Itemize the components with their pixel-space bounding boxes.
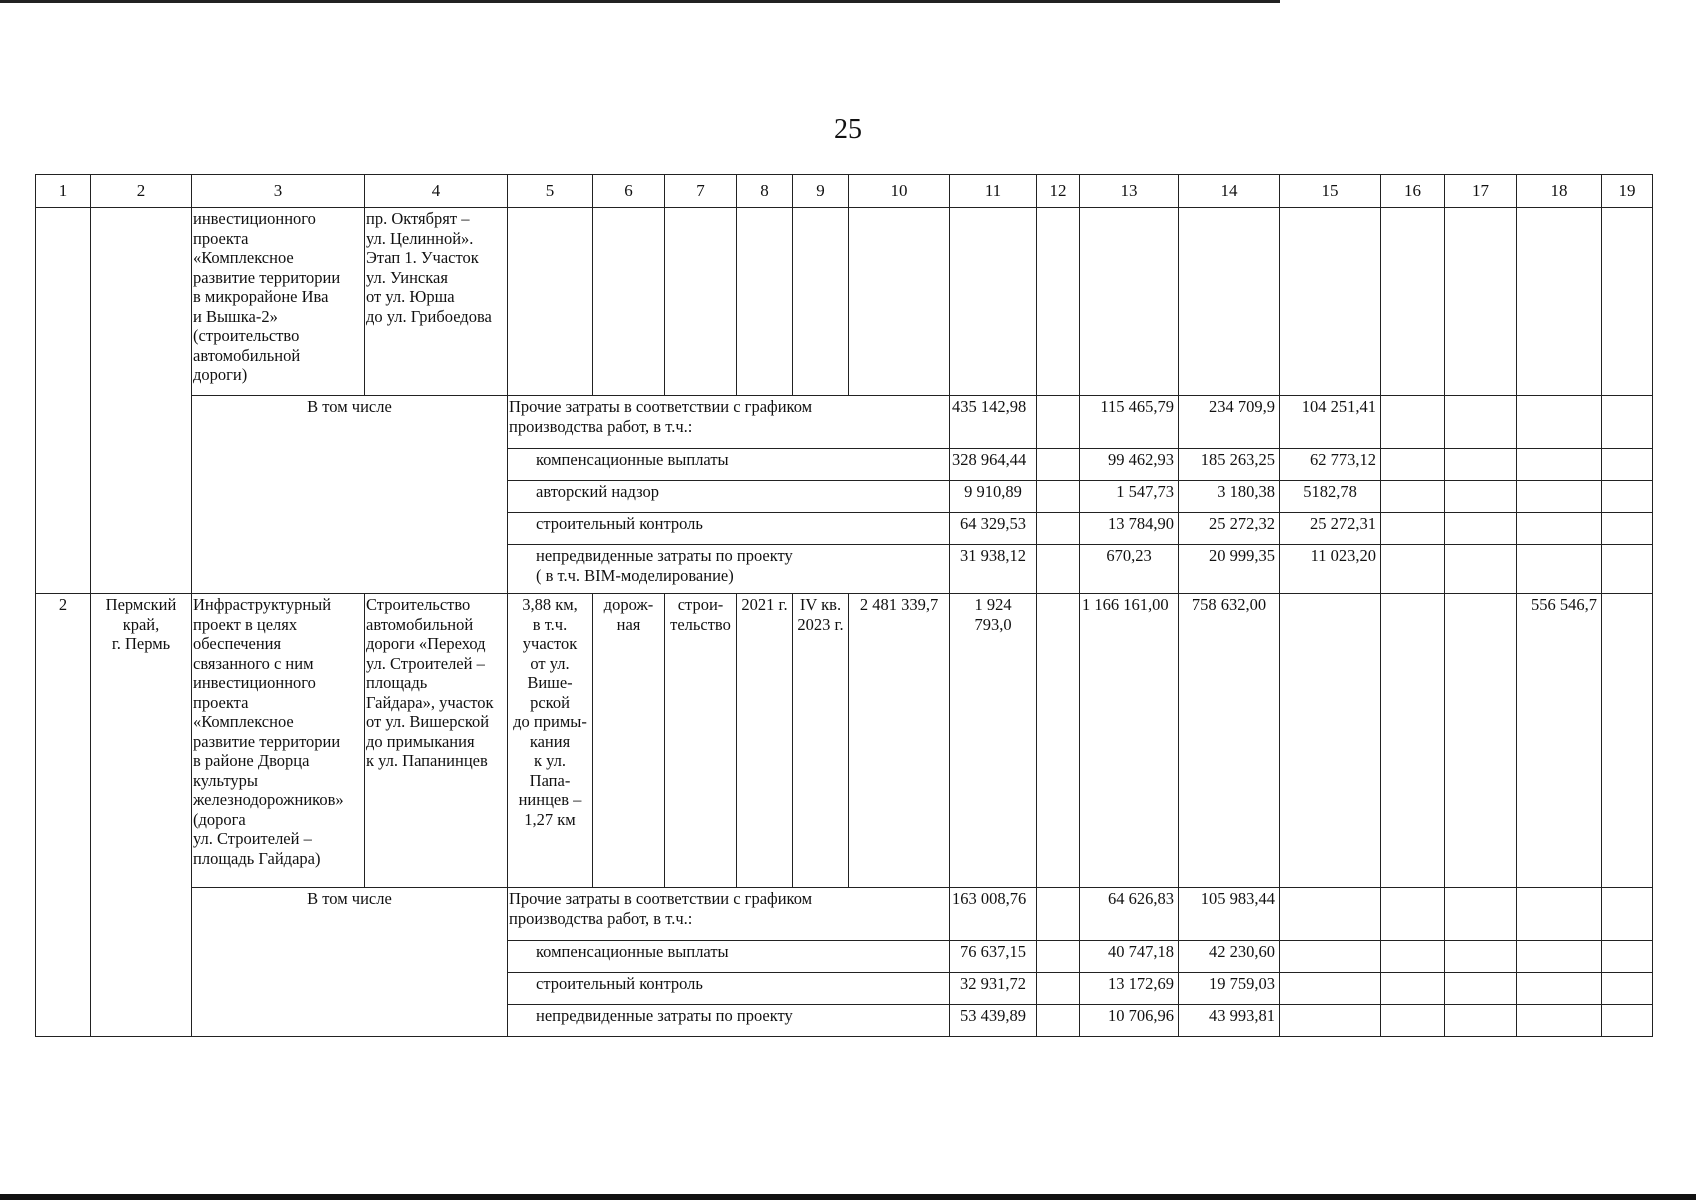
cell-empty: [1445, 1005, 1517, 1037]
cell-empty: [1280, 1005, 1381, 1037]
text-line: культуры: [193, 770, 259, 790]
cost-col14: 234 709,9: [1179, 396, 1280, 449]
cell-empty: [1280, 888, 1381, 941]
col-header: 17: [1445, 175, 1517, 208]
column-number-row: [36, 175, 1653, 208]
text-line: 1 924: [974, 595, 1012, 614]
cell-empty: [1445, 208, 1517, 396]
cell-empty: [1381, 594, 1445, 888]
cell-empty: [1445, 513, 1517, 545]
text-line: дорож-: [603, 595, 654, 614]
text-line: к ул.: [533, 751, 567, 770]
text-line: Этап 1. Участок: [366, 248, 479, 267]
text-line: инвестиционного: [193, 209, 316, 228]
cell-empty: [1381, 513, 1445, 545]
cell-empty: [1037, 973, 1080, 1005]
cost-col14: 185 263,25: [1179, 449, 1280, 481]
cost-col11: 163 008,76: [950, 888, 1037, 941]
cost-col11: 32 931,72: [950, 973, 1037, 1005]
cost-col15: 25 272,31: [1280, 513, 1381, 545]
cost-label: строительный контроль: [508, 973, 950, 1005]
text-line: Прочие затраты в соответствии с графиком: [509, 397, 813, 416]
text-line: Строительство: [366, 595, 471, 614]
cost-row: [36, 396, 1653, 449]
cell-empty: [1602, 396, 1653, 449]
text-line: (дорога: [193, 809, 246, 829]
cost-col13: 64 626,83: [1080, 888, 1179, 941]
text-line: производства работ, в т.ч.:: [509, 908, 693, 928]
page-number: 25: [834, 114, 862, 145]
text-line: «Комплексное: [193, 712, 294, 731]
cost-col15: 5182,78: [1280, 481, 1381, 513]
text-line: проект в целях: [193, 614, 298, 634]
cell-empty: [1445, 941, 1517, 973]
col-header: 9: [793, 175, 849, 208]
cell-empty: [1517, 513, 1602, 545]
project-number: 2: [36, 594, 91, 1037]
cell-empty: [1037, 545, 1080, 594]
object-type: [593, 594, 665, 888]
col-header: 15: [1280, 175, 1381, 208]
cell-empty: [508, 208, 593, 396]
end-period: [793, 594, 849, 888]
text-line: Папа-: [529, 770, 571, 790]
cost-col13: 10 706,96: [1080, 1005, 1179, 1037]
cost-col11: [950, 594, 1037, 888]
cell-empty: [1517, 973, 1602, 1005]
project-row-continued: [36, 208, 1653, 396]
cost-col13: 1 166 161,00: [1080, 594, 1179, 888]
start-year: 2021 г.: [737, 594, 793, 888]
text-line: площадь Гайдара): [193, 848, 321, 868]
cost-col13: 670,23: [1080, 545, 1179, 594]
cell-empty: [1517, 208, 1602, 396]
col-header: 8: [737, 175, 793, 208]
cost-label: авторский надзор: [508, 481, 950, 513]
col-header: 4: [365, 175, 508, 208]
cost-label: [508, 396, 950, 449]
cost-col14: 3 180,38: [1179, 481, 1280, 513]
cell-empty: [1602, 545, 1653, 594]
col-header: 6: [593, 175, 665, 208]
text-line: в т.ч.: [532, 614, 568, 634]
text-line: Пермский: [105, 595, 177, 614]
text-line: 1,27 км: [524, 809, 576, 829]
text-line: проекта: [193, 228, 249, 248]
project-description: [192, 594, 365, 888]
cost-label: строительный контроль: [508, 513, 950, 545]
text-line: ул. Уинская: [366, 267, 448, 287]
text-line: площадь: [366, 673, 428, 692]
text-line: обеспечения: [193, 634, 282, 653]
cost-col13: 40 747,18: [1080, 941, 1179, 973]
cell-empty: [793, 208, 849, 396]
text-line: нинцев –: [518, 790, 582, 809]
text-line: дороги): [193, 365, 248, 384]
cell-empty: [1602, 208, 1653, 396]
cell-empty: [1445, 481, 1517, 513]
cell-empty: [1080, 208, 1179, 396]
scan-edge-top: [0, 0, 1280, 3]
cost-label: [508, 888, 950, 941]
cell-empty: [1037, 208, 1080, 396]
cost-col14: 758 632,00: [1179, 594, 1280, 888]
cell-empty: [1381, 973, 1445, 1005]
cell-empty: [849, 208, 950, 396]
text-line: к ул. Папанинцев: [366, 751, 488, 770]
col-header: 1: [36, 175, 91, 208]
text-line: Прочие затраты в соответствии с графиком: [509, 889, 813, 908]
text-line: автомобильной: [366, 614, 474, 634]
object-description: [365, 208, 508, 396]
cell-empty: [1037, 594, 1080, 888]
cell-empty: [593, 208, 665, 396]
cost-label: непредвиденные затраты по проекту: [508, 1005, 950, 1037]
cost-col14: 19 759,03: [1179, 973, 1280, 1005]
text-line: Гайдара», участок: [366, 692, 494, 712]
cost-col15: 62 773,12: [1280, 449, 1381, 481]
cell-empty: [1037, 941, 1080, 973]
cost-col13: 99 462,93: [1080, 449, 1179, 481]
work-type: [665, 594, 737, 888]
cost-col15: 11 023,20: [1280, 545, 1381, 594]
cell-empty: [1037, 513, 1080, 545]
cell-empty: [1280, 973, 1381, 1005]
text-line: тельство: [670, 614, 731, 634]
cell-empty: [1602, 973, 1653, 1005]
cell-empty: [1517, 481, 1602, 513]
text-line: Инфраструктурный: [193, 595, 332, 614]
text-line: развитие территории: [193, 267, 341, 287]
text-line: до ул. Грибоедова: [366, 306, 492, 326]
budget-table-wrapper: [35, 174, 1652, 1037]
cost-col14: 105 983,44: [1179, 888, 1280, 941]
cell-empty: [1517, 1005, 1602, 1037]
budget-table: [35, 174, 1653, 1037]
cost-row: [36, 888, 1653, 941]
cell-empty: [1037, 481, 1080, 513]
text-line: и Вышка-2»: [193, 306, 278, 326]
cell-empty: [1280, 941, 1381, 973]
text-line: ул. Строителей –: [193, 829, 312, 848]
cell-empty: [1445, 449, 1517, 481]
cell-empty: [1445, 396, 1517, 449]
cost-col14: 42 230,60: [1179, 941, 1280, 973]
text-line: пр. Октябрят –: [366, 209, 470, 228]
cost-label: компенсационные выплаты: [508, 449, 950, 481]
cell-empty: [1381, 1005, 1445, 1037]
project-row: [36, 594, 1653, 888]
cost-col11: 435 142,98: [950, 396, 1037, 449]
text-line: от ул. Вишерской: [366, 712, 490, 731]
cell-empty: [1445, 973, 1517, 1005]
cost-col11: 53 439,89: [950, 1005, 1037, 1037]
cell-empty: [1517, 888, 1602, 941]
text-line: от ул. Юрша: [366, 287, 455, 306]
text-line: инвестиционного: [193, 673, 316, 692]
cell-empty: [1517, 396, 1602, 449]
cost-label: компенсационные выплаты: [508, 941, 950, 973]
object-length: [508, 594, 593, 888]
cell-empty: [950, 208, 1037, 396]
text-line: «Комплексное: [193, 248, 294, 267]
text-line: кания: [529, 731, 571, 751]
cell-empty: [1602, 888, 1653, 941]
cost-col18: 556 546,7: [1517, 594, 1602, 888]
text-line: в микрорайоне Ива: [193, 287, 329, 306]
cost-col14: 25 272,32: [1179, 513, 1280, 545]
text-line: производства работ, в т.ч.:: [509, 416, 693, 436]
scan-edge-bottom: [0, 1194, 1696, 1200]
cell-empty: [1602, 481, 1653, 513]
col-header: 16: [1381, 175, 1445, 208]
cell-empty: [1037, 1005, 1080, 1037]
col-header: 2: [91, 175, 192, 208]
text-line: развитие территории: [193, 731, 341, 751]
project-description: [192, 208, 365, 396]
cost-col13: 13 172,69: [1080, 973, 1179, 1005]
col-header: 3: [192, 175, 365, 208]
cell-empty: [1037, 888, 1080, 941]
col-header: 19: [1602, 175, 1653, 208]
cell-empty: [1517, 941, 1602, 973]
text-line: 2023 г.: [797, 614, 844, 634]
col-header: 7: [665, 175, 737, 208]
text-line: автомобильной: [193, 345, 301, 365]
object-description: [365, 594, 508, 888]
cell-empty: [1381, 208, 1445, 396]
cost-col13: 13 784,90: [1080, 513, 1179, 545]
cost-label: [508, 545, 950, 594]
text-line: ная: [616, 614, 641, 634]
cost-col11: 64 329,53: [950, 513, 1037, 545]
text-line: непредвиденные затраты по проекту: [536, 546, 793, 565]
text-line: строи-: [677, 595, 724, 614]
col-header: 14: [1179, 175, 1280, 208]
cell-empty: [1602, 513, 1653, 545]
including-label: В том числе: [192, 396, 508, 594]
text-line: дороги «Переход: [366, 634, 486, 653]
including-label: В том числе: [192, 888, 508, 1037]
text-line: проекта: [193, 692, 249, 712]
text-line: (строительство: [193, 326, 300, 345]
col-header: 5: [508, 175, 593, 208]
cost-col13: 115 465,79: [1080, 396, 1179, 449]
cell-empty: [1602, 449, 1653, 481]
cell-empty: [1602, 941, 1653, 973]
text-line: до примыкания: [366, 731, 475, 751]
text-line: рской: [530, 692, 570, 712]
cell-empty: [665, 208, 737, 396]
cost-col11: 76 637,15: [950, 941, 1037, 973]
text-line: связанного с ним: [193, 653, 314, 673]
total-cost: 2 481 339,7: [849, 594, 950, 888]
text-line: от ул.: [530, 653, 570, 673]
col-header: 18: [1517, 175, 1602, 208]
cell-empty: [1381, 545, 1445, 594]
text-line: г. Пермь: [111, 634, 171, 653]
cell-empty: [1517, 449, 1602, 481]
cell-num: [36, 208, 91, 594]
col-header: 10: [849, 175, 950, 208]
text-line: в районе Дворца: [193, 751, 310, 770]
cell-empty: [1179, 208, 1280, 396]
cell-empty: [1602, 594, 1653, 888]
cell-empty: [1381, 449, 1445, 481]
col-header: 11: [950, 175, 1037, 208]
cell-empty: [1602, 1005, 1653, 1037]
cell-empty: [737, 208, 793, 396]
cost-col11: 9 910,89: [950, 481, 1037, 513]
col-header: 12: [1037, 175, 1080, 208]
cell-empty: [1517, 545, 1602, 594]
cell-empty: [1280, 208, 1381, 396]
cost-col14: 20 999,35: [1179, 545, 1280, 594]
text-line: до примы-: [513, 712, 587, 731]
text-line: ( в т.ч. BIM-моделирование): [536, 565, 734, 585]
cell-empty: [1037, 396, 1080, 449]
text-line: IV кв.: [799, 595, 842, 614]
cost-col11: 31 938,12: [950, 545, 1037, 594]
text-line: 793,0: [974, 614, 1012, 634]
cell-empty: [1381, 396, 1445, 449]
col-header: 13: [1080, 175, 1179, 208]
cost-col15: 104 251,41: [1280, 396, 1381, 449]
text-line: 3,88 км,: [522, 595, 578, 614]
text-line: железнодорожников»: [193, 790, 344, 809]
cell-empty: [1445, 888, 1517, 941]
cell-empty: [1445, 594, 1517, 888]
cell-empty: [1280, 594, 1381, 888]
text-line: край,: [122, 614, 160, 634]
cell-empty: [1381, 481, 1445, 513]
project-region: [91, 594, 192, 1037]
cell-region: [91, 208, 192, 594]
cost-col14: 43 993,81: [1179, 1005, 1280, 1037]
cell-empty: [1037, 449, 1080, 481]
cost-col11: 328 964,44: [950, 449, 1037, 481]
text-line: ул. Целинной».: [366, 228, 474, 248]
cell-empty: [1445, 545, 1517, 594]
cell-empty: [1381, 888, 1445, 941]
cost-col13: 1 547,73: [1080, 481, 1179, 513]
text-line: ул. Строителей –: [366, 653, 485, 673]
text-line: Више-: [527, 673, 573, 692]
text-line: участок: [522, 634, 578, 653]
cell-empty: [1381, 941, 1445, 973]
